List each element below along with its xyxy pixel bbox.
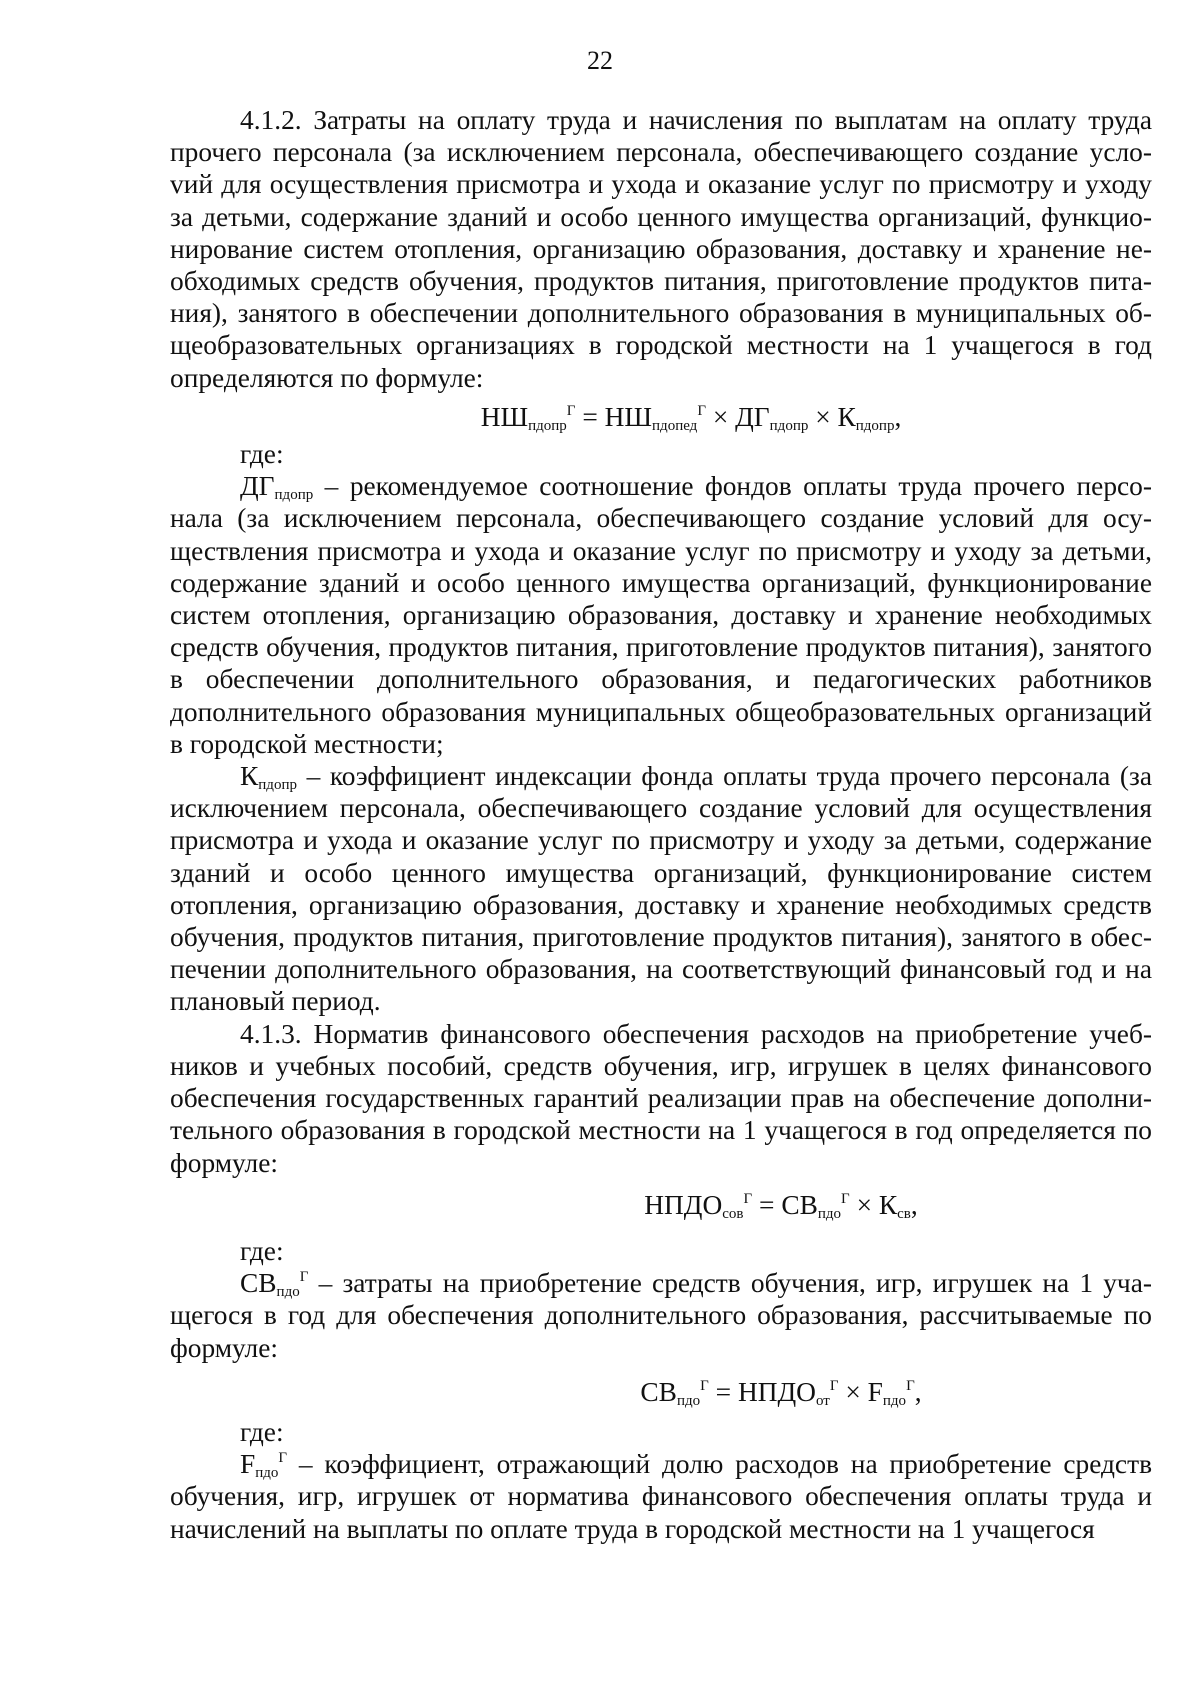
definition-subscript: пдо [255, 1465, 279, 1482]
formula-text: × К [808, 401, 856, 432]
formula-subscript: пдо [817, 1205, 842, 1222]
definition-symbol: К [240, 761, 259, 792]
formula-superscript: Г [566, 402, 576, 419]
page-number: 22 [587, 46, 613, 75]
where-label: где: [240, 439, 284, 470]
definition-subscript: пдо [276, 1284, 300, 1301]
definition-k-pdopr [170, 760, 1152, 1018]
formula-text: × К [849, 1189, 898, 1220]
where-label: где: [240, 1416, 284, 1447]
formula-subscript: пдопр [855, 417, 895, 434]
formula-subscript: пдо [882, 1392, 907, 1409]
formula-subscript: сов [722, 1205, 744, 1222]
formula-subscript: пдопр [528, 417, 567, 434]
definition-sv-pdo [170, 1267, 1152, 1364]
formula-nsh-pdopr [170, 401, 1152, 433]
formula-text: , [894, 401, 902, 432]
formula-text: , [910, 1189, 918, 1220]
formula-text: , [914, 1376, 922, 1407]
formula-text: × ДГ [705, 401, 770, 432]
formula-text: = НПДО [708, 1376, 816, 1407]
definition-symbol: F [240, 1449, 256, 1480]
paragraph-4-1-3: 4.1.3. Норматив финансового обеспечения расходов на приобретение учебников и учебных пособий, средств обучения, игр, игрушек в целях финансового обеспечения государственных гарантий реализации прав на обеспечение дополнительного образования в городской местности на 1 учащегося в год определяется по формуле: [170, 1018, 1152, 1178]
formula-subscript: пдо [676, 1392, 701, 1409]
formula-subscript: пдопр [769, 417, 809, 434]
definition-text: – затраты на приобретение средств обучения, игр, игрушек на 1 учащегося в год для обеспечения дополнительного образования, рассчитываемые по формуле: [170, 1268, 1152, 1363]
definition-subscript: пдопр [258, 777, 297, 794]
formula-subscript: св [897, 1205, 911, 1222]
formula-superscript: Г [743, 1190, 753, 1207]
formula-subscript: пдопед [652, 417, 698, 434]
formula-text: = СВ [752, 1189, 818, 1220]
definition-superscript: Г [278, 1450, 288, 1467]
formula-superscript: Г [697, 402, 706, 419]
where-label: где: [240, 1235, 284, 1266]
definition-text: – коэффициент, отражающий долю расходов на приобретение средств обучения, игр, игрушек от норматива финансового обеспечения оплаты труда и начислений на выплаты по оплате труда в городской местности на 1 учащегося [170, 1449, 1152, 1544]
formula-text: НШ [480, 401, 529, 432]
formula-subscript: от [815, 1392, 830, 1409]
formula-text: = НШ [575, 401, 653, 432]
formula-text: × F [838, 1376, 883, 1407]
definition-f-pdo [170, 1448, 1152, 1545]
formula-text: СВ [640, 1376, 677, 1407]
definition-subscript: пдопр [274, 487, 314, 504]
definition-symbol: СВ [240, 1268, 277, 1299]
formula-superscript: Г [841, 1190, 850, 1207]
formula-superscript: Г [906, 1377, 915, 1394]
formula-sv-pdo [170, 1376, 1152, 1408]
formula-superscript: Г [700, 1377, 709, 1394]
paragraph-4-1-2: 4.1.2. Затраты на оплату труда и начисления по выплатам на оплату труда прочего персонала (за исключением персонала, обеспечивающего создание услоvий для осуществления присмотра и ухода и оказание услуг по присмотру и уходу за детьми, содержание зданий и особо ценного имущества организаций, функционирование систем отопления, организацию образования, доставку и хранение необходимых средств обучения, продуктов питания, приготовление продуктов питания), занятого в обеспечении дополнительного образования в муниципальных общеобразовательных организациях в городской местности на 1 учащегося в год определяются по формуле: [170, 105, 1152, 393]
formula-text: НПДО [644, 1189, 723, 1220]
document-body [170, 104, 1152, 1545]
definition-symbol: ДГ [240, 471, 275, 502]
definition-dg-pdopr [170, 470, 1152, 760]
formula-superscript: Г [829, 1377, 839, 1394]
definition-superscript: Г [299, 1269, 309, 1286]
formula-npdo-sov [170, 1189, 1152, 1221]
definition-text: – рекомендуемое соотношение фондов оплаты труда прочего персонала (за исключением персонала, обеспечивающего создание условий для осуществления присмотра и ухода и оказание услуг по присмотру и уходу за детьми, содержание зданий и особо ценного имущества организаций, функционирование систем отопления, организацию образования, доставку и хранение необходимых средств обучения, продуктов питания, приготовление продуктов питания), занятого в обеспечении дополнительного образования, и педагогических работников дополнительного образования муниципальных общеобразовательных организаций в городской местности; [170, 471, 1152, 759]
definition-text: – коэффициент индексации фонда оплаты труда прочего персонала (за исключением персонала, обеспечивающего создание условий для осуществления присмотра и ухода и оказание услуг по присмотру и уходу за детьми, содержание зданий и особо ценного имущества организаций, функционирование систем отопления, организацию образования, доставку и хранение необходимых средств обучения, продуктов питания, приготовление продуктов питания), занятого в обеспечении дополнительного образования, на соответствующий финансовый год и на плановый период. [170, 761, 1152, 1017]
